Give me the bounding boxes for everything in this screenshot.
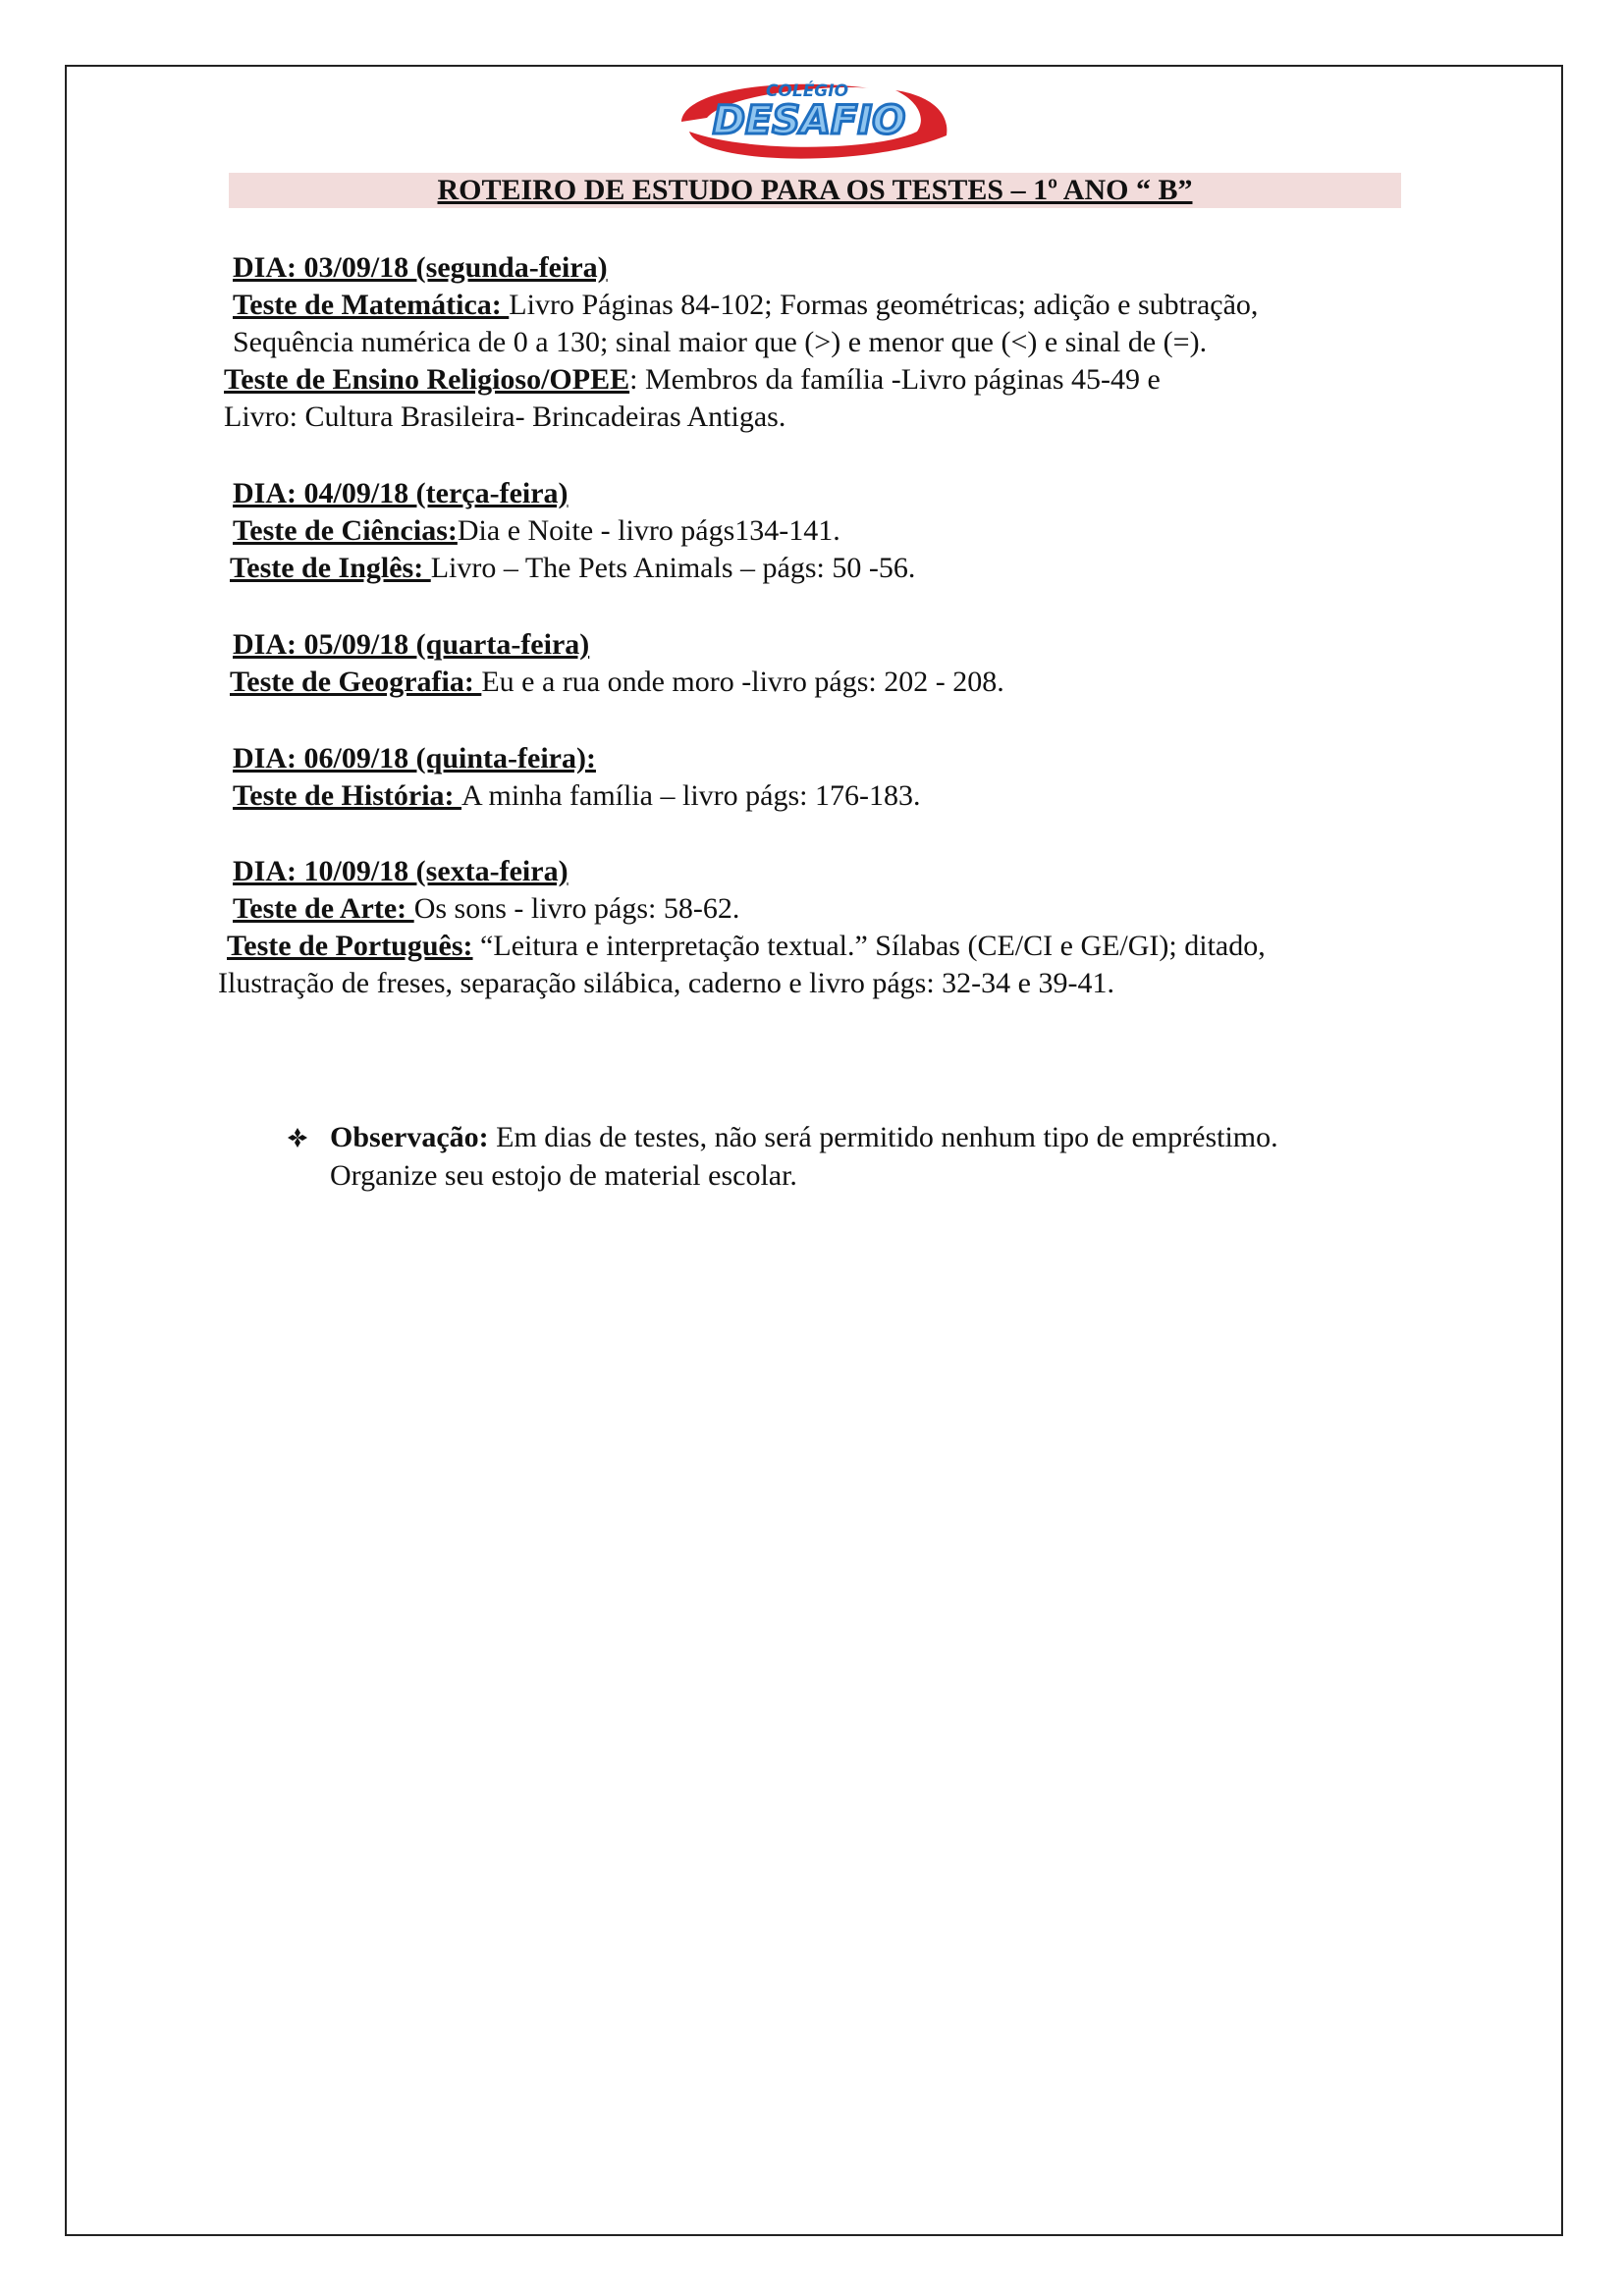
observation-label: Observação: <box>330 1121 489 1153</box>
subject-label: Teste de Ciências: <box>233 514 458 547</box>
subject-label: Teste de Português: <box>227 930 473 962</box>
schedule-item-ensino-religioso-continuation: Livro: Cultura Brasileira- Brincadeiras Antigas. <box>224 400 786 433</box>
day-heading-5: DIA: 10/09/18 (sexta-feira) <box>233 855 568 887</box>
subject-text: “Leitura e interpretação textual.” Sílabas (CE/CI e GE/GI); ditado, <box>472 930 1266 962</box>
subject-text: Dia e Noite - livro págs134-141. <box>457 514 840 547</box>
logo-main-text: DESAFIO <box>712 98 906 143</box>
day-heading-3: DIA: 05/09/18 (quarta-feira) <box>233 628 590 661</box>
subject-label: Teste de Ensino Religioso/OPEE <box>224 363 630 396</box>
observation-text <box>330 1118 1278 1156</box>
day-heading-1: DIA: 03/09/18 (segunda-feira) <box>233 251 608 284</box>
subject-text: Livro – The Pets Animals – págs: 50 -56. <box>430 552 916 584</box>
subject-label: Teste de Matemática: <box>233 289 510 321</box>
subject-label: Teste de Arte: <box>233 892 414 925</box>
subject-text: Livro Páginas 84-102; Formas geométricas; adição e subtração, <box>509 289 1259 321</box>
logo-top-text: COLÉGIO <box>765 81 849 101</box>
schedule-item-matematica-continuation: Sequência numérica de 0 a 130; sinal maior que (>) e menor que (<) e sinal de (=). <box>233 326 1208 358</box>
schedule-item-portugues-continuation: Ilustração de freses, separação silábica, caderno e livro págs: 32-34 e 39-41. <box>218 967 1114 999</box>
page-title: ROTEIRO DE ESTUDO PARA OS TESTES – 1º ANO “ B” <box>229 173 1401 208</box>
colegio-desafio-logo <box>660 71 954 169</box>
schedule-item-historia <box>233 777 920 815</box>
schedule-item-ingles <box>230 550 915 587</box>
diamond-bullet-icon <box>285 1118 310 1156</box>
subject-text: : Membros da família -Livro páginas 45-49 e <box>629 363 1161 396</box>
schedule-item-ensino-religioso <box>224 361 1161 399</box>
day-heading-2: DIA: 04/09/18 (terça-feira) <box>233 477 568 509</box>
subject-text: Eu e a rua onde moro -livro págs: 202 - 208. <box>481 666 1004 698</box>
subject-label: Teste de Geografia: <box>230 666 482 698</box>
observation-continuation: Organize seu estojo de material escolar. <box>330 1159 797 1192</box>
schedule-item-matematica <box>233 287 1258 324</box>
observation-body: Em dias de testes, não será permitido nenhum tipo de empréstimo. <box>488 1121 1278 1153</box>
schedule-item-portugues <box>227 928 1266 965</box>
subject-label: Teste de Inglês: <box>230 552 431 584</box>
subject-text: Os sons - livro págs: 58-62. <box>413 892 740 925</box>
schedule-item-arte <box>233 890 739 928</box>
subject-label: Teste de História: <box>233 779 462 812</box>
schedule-item-geografia <box>230 664 1004 701</box>
day-heading-4: DIA: 06/09/18 (quinta-feira): <box>233 742 596 774</box>
schedule-item-ciencias <box>233 512 840 550</box>
subject-text: A minha família – livro págs: 176-183. <box>461 779 921 812</box>
